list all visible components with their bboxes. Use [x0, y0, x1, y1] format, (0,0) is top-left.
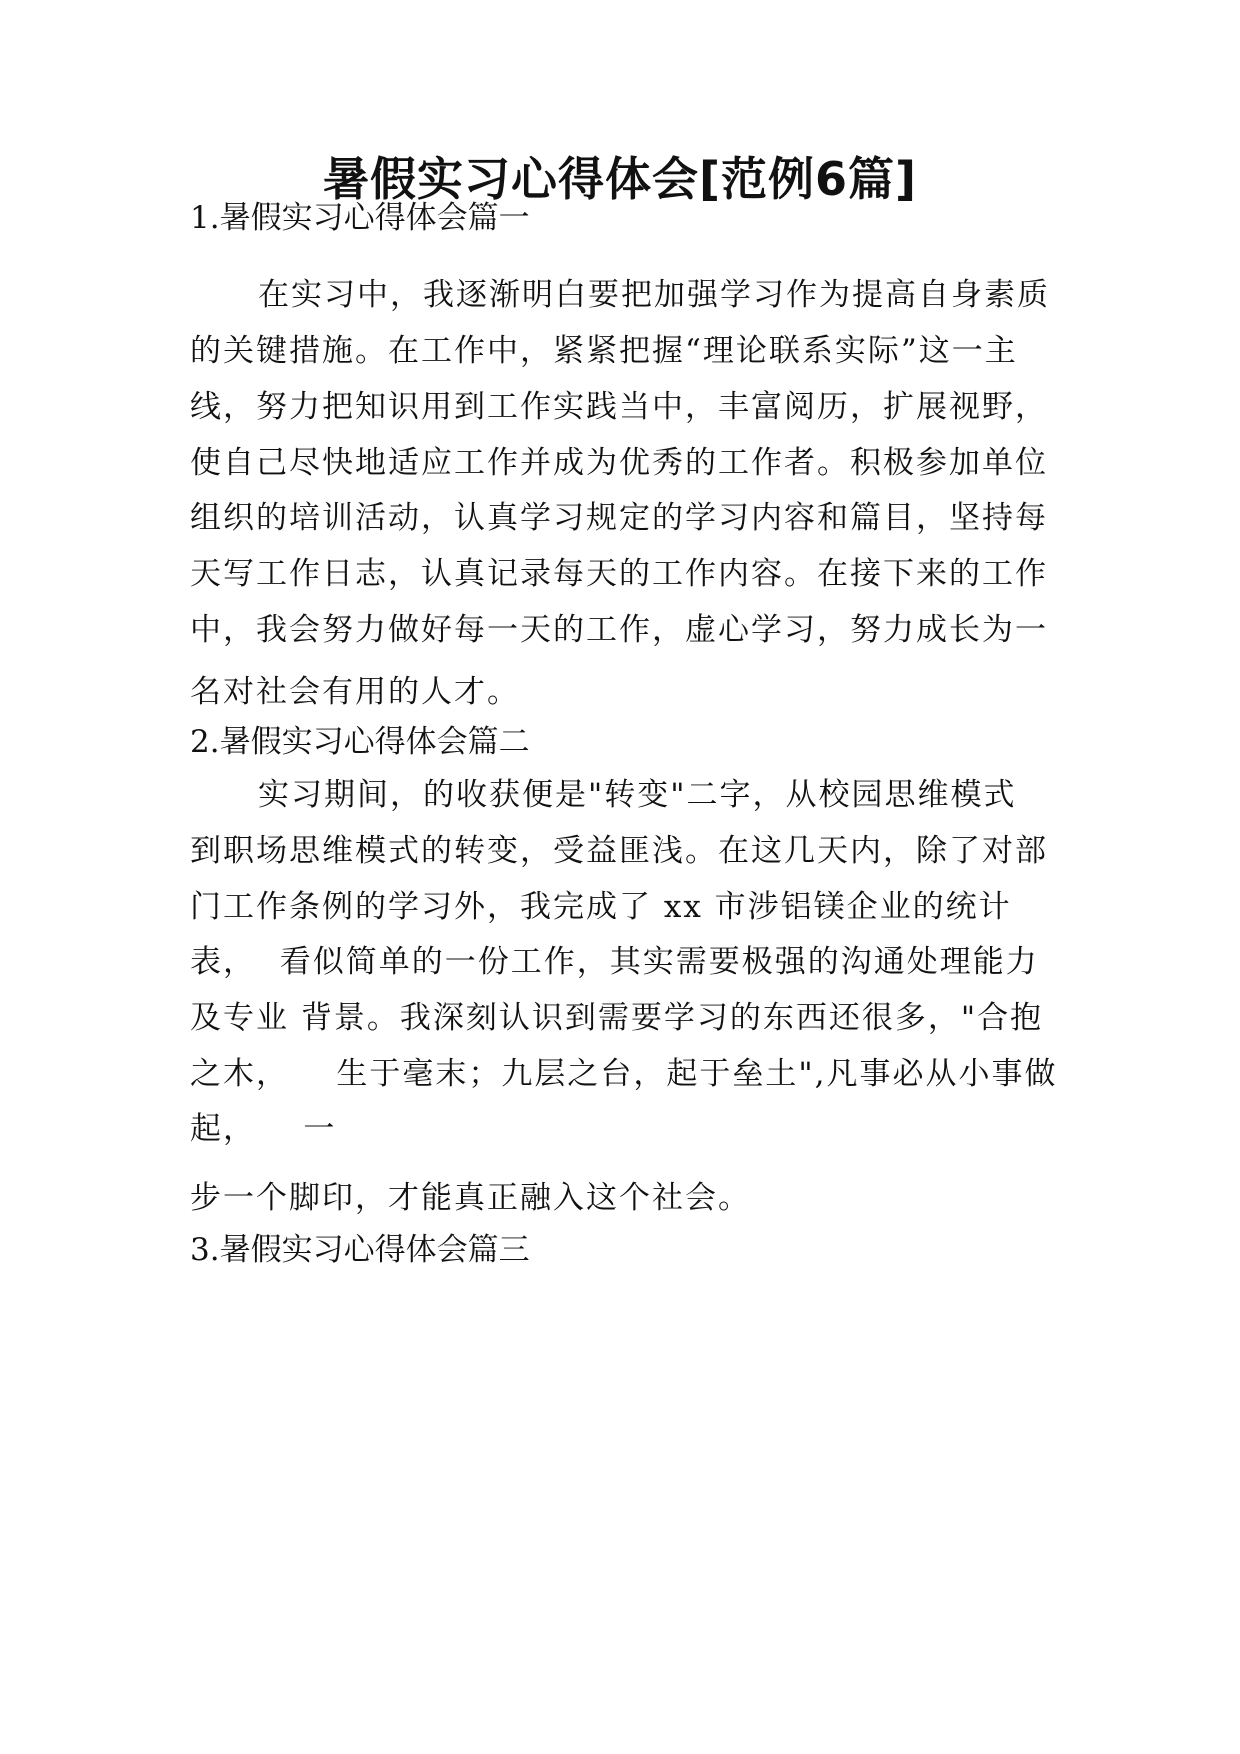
section-1-line: 的关键措施。在工作中，紧紧把握“理论联系实际”这一主: [190, 333, 1018, 369]
section-2-line: 实习期间，的收获便是"转变"二字，从校园思维模式: [258, 777, 1017, 813]
section-1-line: 天写工作日志，认真记录每天的工作内容。在接下来的工作: [190, 556, 1048, 592]
section-2-line: 及专业 背景。我深刻认识到需要学习的东西还很多，"合抱: [190, 1000, 1044, 1036]
section-1-line: 在实习中，我逐渐明白要把加强学习作为提高自身素质: [258, 277, 1050, 313]
section-1-heading: 1.暑假实习心得体会篇一: [190, 200, 530, 236]
section-2-line: 到职场思维模式的转变，受益匪浅。在这几天内，除了对部: [190, 833, 1048, 869]
section-1-line: 名对社会有用的人才。: [190, 674, 520, 710]
document-title: 暑假实习心得体会[范例6篇]: [322, 152, 918, 206]
section-2-line: 门工作条例的学习外，我完成了 xx 市涉铝镁企业的统计: [190, 889, 1012, 925]
section-1-line: 中，我会努力做好每一天的工作，虚心学习，努力成长为一: [190, 612, 1048, 648]
section-1-line: 使自己尽快地适应工作并成为优秀的工作者。积极参加单位: [190, 445, 1048, 481]
section-2-line: 表， 看似简单的一份工作，其实需要极强的沟通处理能力: [190, 944, 1039, 980]
section-2-line: 之木， 生于毫末；九层之台，起于垒土",凡事必从小事做: [190, 1056, 1058, 1092]
section-1-line: 线，努力把知识用到工作实践当中，丰富阅历，扩展视野，: [190, 389, 1048, 425]
section-3-heading: 3.暑假实习心得体会篇三: [190, 1232, 530, 1268]
section-1-line: 组织的培训活动，认真学习规定的学习内容和篇目，坚持每: [190, 500, 1048, 536]
section-2-line: 起， 一: [190, 1111, 337, 1147]
section-2-line: 步一个脚印，才能真正融入这个社会。: [190, 1180, 751, 1216]
section-2-heading: 2.暑假实习心得体会篇二: [190, 724, 530, 760]
